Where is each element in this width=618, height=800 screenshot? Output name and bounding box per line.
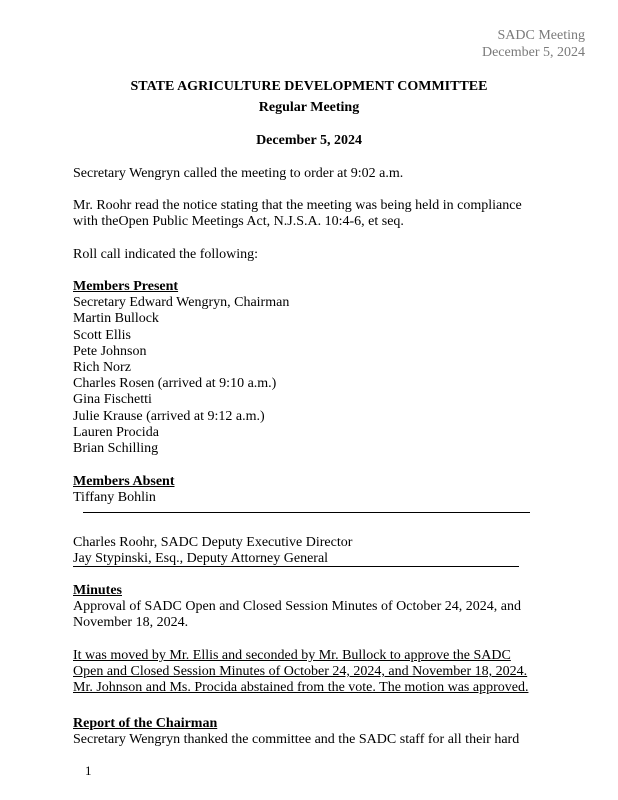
member-name: Pete Johnson [73,343,147,359]
page-number: 1 [85,763,92,778]
committee-title: STATE AGRICULTURE DEVELOPMENT COMMITTEE [130,79,488,94]
members-absent-heading: Members Absent [73,474,175,489]
members-absent-section [73,474,175,506]
member-name: Charles Rosen (arrived at 9:10 a.m.) [73,376,277,392]
members-present-heading: Members Present [73,279,179,294]
member-name: Brian Schilling [73,440,159,456]
chairman-report-section [73,716,519,748]
member-name: Rich Norz [73,359,131,375]
meeting-date: December 5, 2024 [256,133,362,148]
staff-name-ag: Jay Stypinski, Esq., Deputy Attorney General [73,551,329,567]
staff-line [73,551,352,567]
header-meeting-date: December 5, 2024 [481,45,585,60]
member-name: Martin Bullock [73,311,159,327]
call-to-order-text: Secretary Wengryn called the meeting to order at 9:02 a.m. [73,166,404,181]
motion-line: Mr. Johnson and Ms. Procida abstained from the vote. The motion was approved. [73,680,529,696]
staff-line: Charles Roohr, SADC Deputy Executive Director [73,535,353,550]
chairman-report-heading: Report of the Chairman [73,716,218,731]
motion-line: It was moved by Mr. Ellis and seconded by Mr. Bullock to approve the SADC [73,648,511,663]
staff-underline [73,566,519,567]
minutes-heading: Minutes [73,583,122,598]
notice-paragraph [73,198,522,230]
member-name: Gina Fischetti [73,392,152,408]
roll-call-text: Roll call indicated the following: [73,247,259,262]
chairman-report-line: Secretary Wengryn thanked the committee and the SADC staff for all their hard [73,732,520,748]
header-meeting-name: SADC Meeting [497,28,585,43]
member-name: Secretary Edward Wengryn, Chairman [73,295,290,311]
motion-line: Open and Closed Session Minutes of October 24, 2024, and November 18, 2024. [73,664,528,680]
minutes-approval-line: November 18, 2024. [73,615,189,631]
member-name: Julie Krause (arrived at 9:12 a.m.) [73,408,265,424]
staff-present [73,535,352,567]
notice-line: Mr. Roohr read the notice stating that the meeting was being held in compliance [73,198,522,213]
minutes-motion [73,648,528,697]
members-present-list [73,295,289,457]
running-header [482,27,585,61]
minutes-section [73,583,521,632]
member-name: Lauren Procida [73,424,159,440]
member-name: Scott Ellis [73,327,131,343]
minutes-approval-line: Approval of SADC Open and Closed Session Minutes of October 24, 2024, and [73,599,521,615]
absent-member-name: Tiffany Bohlin [73,490,156,506]
separator-line [83,512,530,513]
notice-line: with theOpen Public Meetings Act, N.J.S.A. 10:4-6, et seq. [73,214,404,230]
members-present-section [73,279,289,457]
meeting-type: Regular Meeting [258,100,360,115]
